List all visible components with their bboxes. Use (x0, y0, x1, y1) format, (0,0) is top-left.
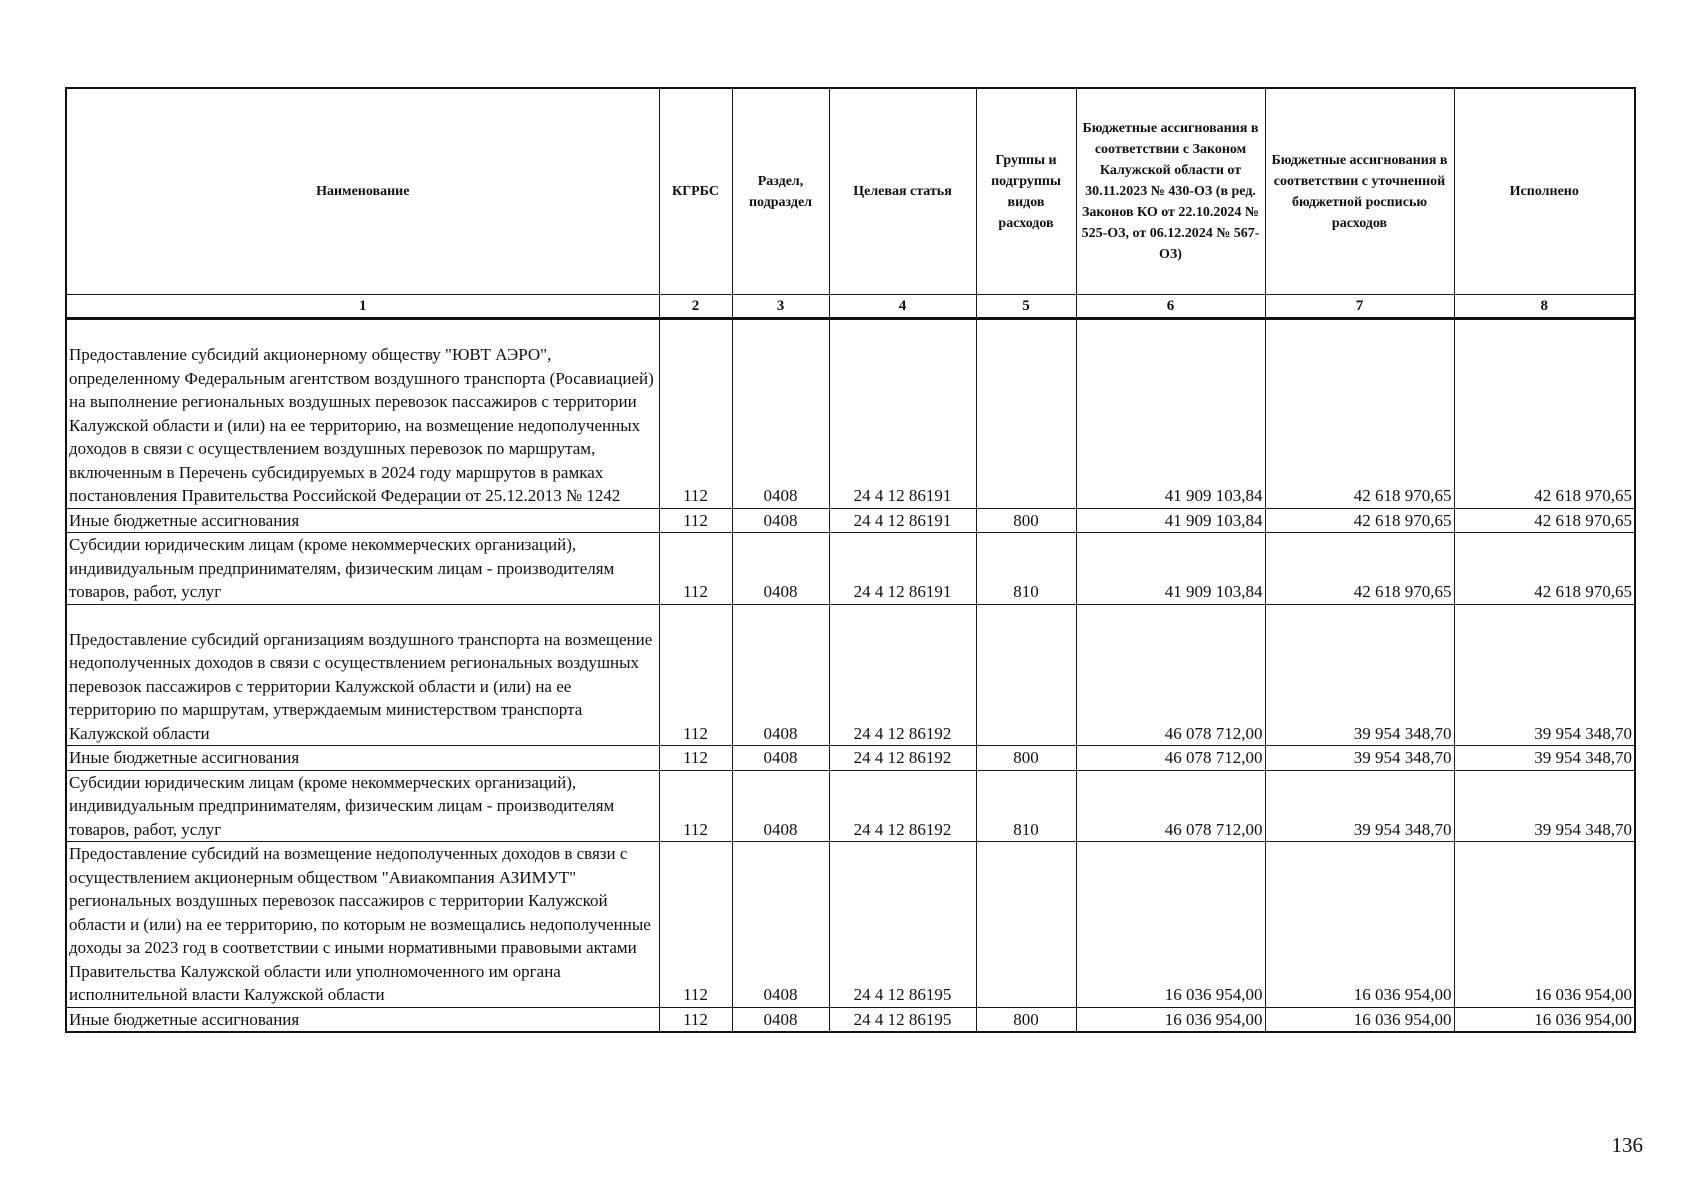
row-executed: 16 036 954,00 (1454, 842, 1635, 1008)
header-row (66, 88, 1635, 295)
row-target-article: 24 4 12 86192 (829, 746, 976, 771)
row-refined-allocation: 42 618 970,65 (1265, 533, 1454, 605)
column-number: 1 (66, 295, 659, 319)
row-law-allocation: 41 909 103,84 (1076, 319, 1265, 509)
row-name: Предоставление субсидий организациям воздушного транспорта на возмещение недополученных доходов в связи с осуществлением региональных воздушных перевозок пассажиров с территории Калужской области и (или) на ее территорию по маршрутам, утверждаемым министерством транспорта Калужской области (69, 629, 653, 743)
row-name-cell (66, 604, 659, 746)
row-law-allocation: 16 036 954,00 (1076, 842, 1265, 1008)
row-law-allocation: 16 036 954,00 (1076, 1007, 1265, 1032)
column-number: 7 (1265, 295, 1454, 319)
row-expense-group (976, 319, 1076, 509)
row-expense-group: 800 (976, 746, 1076, 771)
row-kgrbs: 112 (659, 319, 732, 509)
row-kgrbs: 112 (659, 508, 732, 533)
row-kgrbs: 112 (659, 1007, 732, 1032)
row-name: Субсидии юридическим лицам (кроме некоммерческих организаций), индивидуальным предпринимателям, физическим лицам - производителям товаров, работ, услуг (66, 770, 659, 842)
table-row (66, 746, 1635, 771)
row-name: Иные бюджетные ассигнования (66, 1007, 659, 1032)
table-row (66, 533, 1635, 605)
row-section: 0408 (732, 604, 829, 746)
row-name: Иные бюджетные ассигнования (66, 508, 659, 533)
header-name: Наименование (66, 88, 659, 295)
row-target-article: 24 4 12 86192 (829, 770, 976, 842)
column-number: 6 (1076, 295, 1265, 319)
row-law-allocation: 46 078 712,00 (1076, 770, 1265, 842)
row-section: 0408 (732, 746, 829, 771)
row-name: Иные бюджетные ассигнования (66, 746, 659, 771)
row-executed: 42 618 970,65 (1454, 533, 1635, 605)
row-expense-group: 800 (976, 508, 1076, 533)
row-refined-allocation: 39 954 348,70 (1265, 770, 1454, 842)
row-refined-allocation: 39 954 348,70 (1265, 604, 1454, 746)
row-law-allocation: 41 909 103,84 (1076, 508, 1265, 533)
table-row (66, 770, 1635, 842)
row-executed: 39 954 348,70 (1454, 604, 1635, 746)
row-target-article: 24 4 12 86195 (829, 1007, 976, 1032)
row-name: Предоставление субсидий на возмещение недополученных доходов в связи с осуществлением акционерным обществом "Авиакомпания АЗИМУТ" региональных воздушных перевозок пассажиров с территории Калужской области и (или) на ее территорию, по которым не возмещались недополученные доходы за 2023 год в соответствии с иными нормативными правовыми актами Правительства Калужской области или уполномоченного им органа исполнительной власти Калужской области (66, 842, 659, 1008)
row-section: 0408 (732, 770, 829, 842)
row-expense-group: 810 (976, 770, 1076, 842)
row-section: 0408 (732, 1007, 829, 1032)
page-number: 136 (1611, 1133, 1643, 1157)
row-law-allocation: 46 078 712,00 (1076, 746, 1265, 771)
row-expense-group (976, 604, 1076, 746)
row-name-cell (66, 319, 659, 509)
row-refined-allocation: 16 036 954,00 (1265, 1007, 1454, 1032)
row-refined-allocation: 42 618 970,65 (1265, 319, 1454, 509)
row-target-article: 24 4 12 86195 (829, 842, 976, 1008)
table-row (66, 319, 1635, 509)
table-row (66, 842, 1635, 1008)
row-section: 0408 (732, 508, 829, 533)
header-executed: Исполнено (1454, 88, 1635, 295)
column-number: 3 (732, 295, 829, 319)
row-executed: 42 618 970,65 (1454, 508, 1635, 533)
row-kgrbs: 112 (659, 770, 732, 842)
row-expense-group: 810 (976, 533, 1076, 605)
row-expense-group (976, 842, 1076, 1008)
column-number: 2 (659, 295, 732, 319)
row-kgrbs: 112 (659, 604, 732, 746)
row-name: Предоставление субсидий акционерному обществу "ЮВТ АЭРО", определенному Федеральным агентством воздушного транспорта (Росавиацией) на выполнение региональных воздушных перевозок пассажиров с территории Калужской области и (или) на ее территорию, на возмещение недополученных доходов в связи с осуществлением воздушных перевозок по маршрутам, включенным в Перечень субсидируемых в 2024 году маршрутов в рамках постановления Правительства Российской Федерации от 25.12.2013 № 1242 (69, 345, 654, 505)
row-law-allocation: 41 909 103,84 (1076, 533, 1265, 605)
table-row (66, 604, 1635, 746)
row-executed: 39 954 348,70 (1454, 770, 1635, 842)
row-executed: 16 036 954,00 (1454, 1007, 1635, 1032)
column-number: 4 (829, 295, 976, 319)
row-target-article: 24 4 12 86191 (829, 319, 976, 509)
row-executed: 39 954 348,70 (1454, 746, 1635, 771)
row-law-allocation: 46 078 712,00 (1076, 604, 1265, 746)
header-law-allocations: Бюджетные ассигнования в соответствии с Законом Калужской области от 30.11.2023 № 430-ОЗ (в ред. Законов КО от 22.10.2024 № 525-ОЗ, от 06.12.2024 № 567-ОЗ) (1076, 88, 1265, 295)
row-target-article: 24 4 12 86191 (829, 508, 976, 533)
budget-table (65, 87, 1636, 1033)
row-refined-allocation: 16 036 954,00 (1265, 842, 1454, 1008)
header-target-article: Целевая статья (829, 88, 976, 295)
row-expense-group: 800 (976, 1007, 1076, 1032)
row-section: 0408 (732, 533, 829, 605)
header-section: Раздел, подраздел (732, 88, 829, 295)
column-number: 5 (976, 295, 1076, 319)
row-refined-allocation: 39 954 348,70 (1265, 746, 1454, 771)
row-refined-allocation: 42 618 970,65 (1265, 508, 1454, 533)
row-kgrbs: 112 (659, 533, 732, 605)
header-refined-allocations: Бюджетные ассигнования в соответствии с уточненной бюджетной росписью расходов (1265, 88, 1454, 295)
row-target-article: 24 4 12 86192 (829, 604, 976, 746)
row-executed: 42 618 970,65 (1454, 319, 1635, 509)
row-name: Субсидии юридическим лицам (кроме некоммерческих организаций), индивидуальным предпринимателям, физическим лицам - производителям товаров, работ, услуг (66, 533, 659, 605)
column-number: 8 (1454, 295, 1635, 319)
row-section: 0408 (732, 842, 829, 1008)
row-target-article: 24 4 12 86191 (829, 533, 976, 605)
column-number-row (66, 295, 1635, 319)
row-kgrbs: 112 (659, 842, 732, 1008)
table-row (66, 1007, 1635, 1032)
header-kgrbs: КГРБС (659, 88, 732, 295)
row-kgrbs: 112 (659, 746, 732, 771)
header-expense-group: Группы и подгруппы видов расходов (976, 88, 1076, 295)
table-row (66, 508, 1635, 533)
row-section: 0408 (732, 319, 829, 509)
